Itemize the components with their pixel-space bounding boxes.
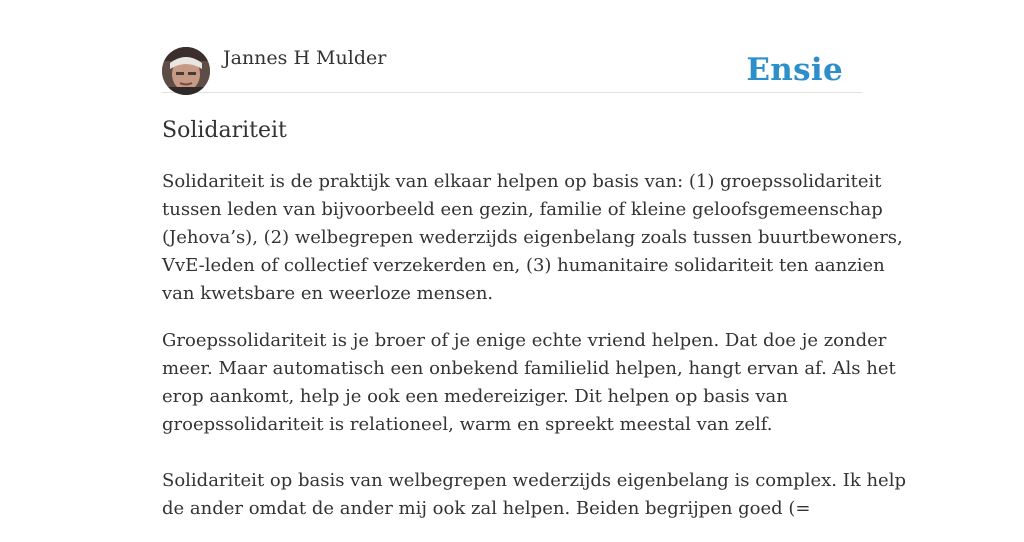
text-line: meer. Maar automatisch een onbekend familielid helpen, hangt ervan af. Als het — [162, 358, 896, 379]
paragraph — [162, 327, 896, 439]
author-name[interactable]: Jannes H Mulder — [223, 47, 387, 69]
text-line: VvE-leden of collectief verzekerden en, (3) humanitaire solidariteit ten aanzien — [162, 255, 885, 276]
text-line: de ander omdat de ander mij ook zal helpen. Beiden begrijpen goed (= — [162, 498, 811, 519]
text-line: groepssolidariteit is relationeel, warm en spreekt meestal van zelf. — [162, 414, 773, 435]
brand-logo[interactable]: Ensie — [746, 52, 843, 88]
text-line: erop aankomt, help je ook een medereiziger. Dit helpen op basis van — [162, 386, 788, 407]
author-avatar[interactable] — [162, 47, 210, 95]
entry-header — [162, 0, 862, 93]
entry-card — [162, 0, 906, 519]
entry-body — [162, 168, 906, 542]
text-line: Solidariteit is de praktijk van elkaar helpen op basis van: (1) groepssolidariteit — [162, 171, 882, 192]
paragraph — [162, 467, 906, 523]
text-line: van kwetsbare en weerloze mensen. — [162, 283, 494, 304]
text-line: tussen leden van bijvoorbeeld een gezin, familie of kleine geloofsgemeenschap — [162, 199, 883, 220]
entry-title: Solidariteit — [162, 118, 287, 143]
text-line: Groepssolidariteit is je broer of je enige echte vriend helpen. Dat doe je zonder — [162, 330, 887, 351]
text-line: (Jehova’s), (2) welbegrepen wederzijds eigenbelang zoals tussen buurtbewoners, — [162, 227, 903, 248]
text-line: Solidariteit op basis van welbegrepen wederzijds eigenbelang is complex. Ik help — [162, 470, 906, 491]
paragraph — [162, 168, 903, 308]
